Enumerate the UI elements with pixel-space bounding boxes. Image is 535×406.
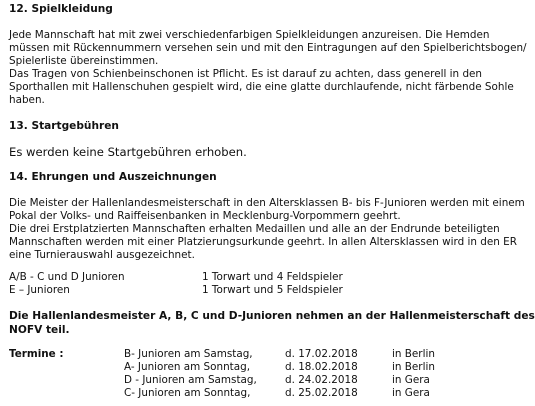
termine-place: in Gera bbox=[392, 387, 430, 399]
section-14-line: Mannschaften werden mit einer Platzierungsurkunde geehrt. In allen Altersklassen wird in den ER bbox=[9, 236, 517, 248]
termine-group: C- Junioren am Sonntag, bbox=[124, 387, 251, 399]
section-14-line: eine Turnierauswahl ausgezeichnet. bbox=[9, 249, 195, 261]
team-composition: 1 Torwart und 4 Feldspieler bbox=[202, 271, 343, 283]
section-14-line: Die drei Erstplatzierten Mannschaften erhalten Medaillen und alle an der Endrunde beteiligten bbox=[9, 223, 500, 235]
section-12-line: Spielerliste übereinstimmen. bbox=[9, 55, 159, 67]
termine-place: in Berlin bbox=[392, 348, 435, 360]
team-classes: E – Junioren bbox=[9, 284, 70, 296]
section-14-line: Die Meister der Hallenlandesmeisterschaft in den Altersklassen B- bis F-Junioren werden mit einem bbox=[9, 197, 525, 209]
section-13-heading: 13. Startgebühren bbox=[9, 120, 119, 132]
section-12-line: Das Tragen von Schienbeinschonen ist Pflicht. Es ist darauf zu achten, dass generell in den bbox=[9, 68, 483, 80]
termine-group: B- Junioren am Samstag, bbox=[124, 348, 253, 360]
termine-date: d. 25.02.2018 bbox=[285, 387, 358, 399]
termine-date: d. 17.02.2018 bbox=[285, 348, 358, 360]
team-classes: A/B - C und D Junioren bbox=[9, 271, 125, 283]
section-12-line: Jede Mannschaft hat mit zwei verschiedenfarbigen Spielkleidungen anzureisen. Die Hemden bbox=[9, 29, 490, 41]
termine-date: d. 24.02.2018 bbox=[285, 374, 358, 386]
nofv-notice-line: Die Hallenlandesmeister A, B, C und D-Junioren nehmen an der Hallenmeisterschaft des bbox=[9, 310, 535, 322]
section-14-line: Pokal der Volks- und Raiffeisenbanken in Mecklenburg-Vorpommern geehrt. bbox=[9, 210, 401, 222]
section-13-text: Es werden keine Startgebühren erhoben. bbox=[9, 145, 247, 159]
nofv-notice-line: NOFV teil. bbox=[9, 324, 70, 336]
termine-date: d. 18.02.2018 bbox=[285, 361, 358, 373]
team-composition: 1 Torwart und 5 Feldspieler bbox=[202, 284, 343, 296]
section-12-heading: 12. Spielkleidung bbox=[9, 3, 113, 15]
termine-place: in Gera bbox=[392, 374, 430, 386]
section-14-heading: 14. Ehrungen und Auszeichnungen bbox=[9, 171, 217, 183]
termine-place: in Berlin bbox=[392, 361, 435, 373]
section-12-line: Sporthallen mit Hallenschuhen gespielt wird, die eine glatte durchlaufende, nicht färbende Sohle bbox=[9, 81, 514, 93]
termine-group: D - Junioren am Samstag, bbox=[124, 374, 257, 386]
section-12-line: müssen mit Rückennummern versehen sein und mit den Eintragungen auf den Spielberichtsbogen/ bbox=[9, 42, 527, 54]
section-12-line: haben. bbox=[9, 94, 45, 106]
termine-group: A- Junioren am Sonntag, bbox=[124, 361, 250, 373]
termine-label: Termine : bbox=[9, 348, 64, 360]
